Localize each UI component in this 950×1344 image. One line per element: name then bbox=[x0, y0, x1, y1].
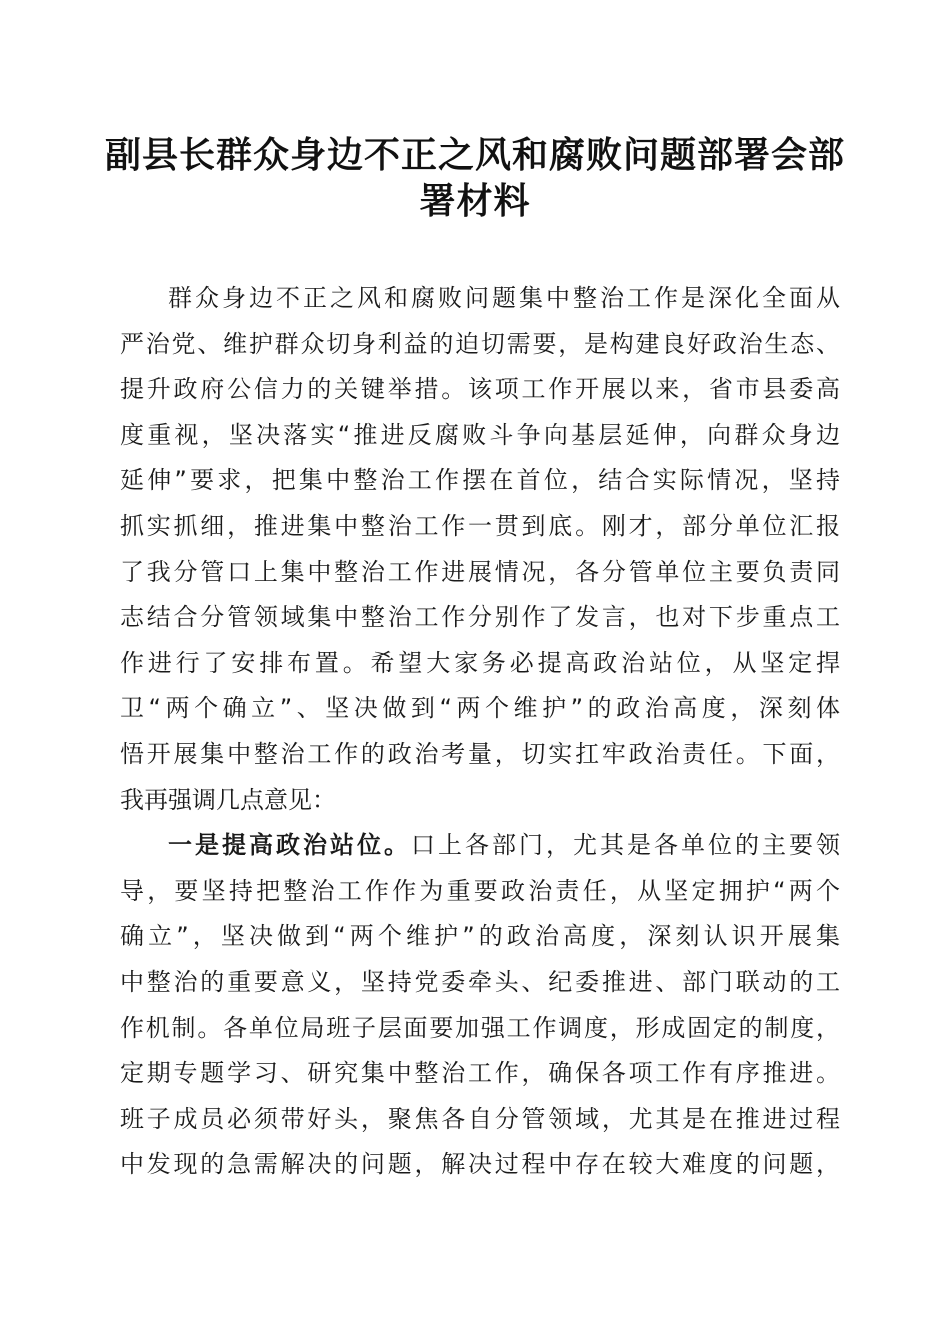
section-heading: 一是提高政治站位。 bbox=[168, 831, 411, 860]
document-title bbox=[100, 132, 850, 224]
text-line: 班子成员必须带好头，聚焦各自分管领域，尤其是在推进过程 bbox=[120, 1104, 840, 1133]
text-line: 抓实抓细，推进集中整治工作一贯到底。刚才，部分单位汇报 bbox=[120, 511, 840, 540]
text-line: 提升政府公信力的关键举措。该项工作开展以来，省市县委高 bbox=[120, 375, 840, 404]
text-line: 作进行了安排布置。希望大家务必提高政治站位，从坚定捍 bbox=[120, 648, 840, 677]
text-line bbox=[120, 823, 840, 869]
text-line: 严治党、维护群众切身利益的迫切需要，是构建良好政治生态、 bbox=[120, 329, 840, 358]
text-line: 中整治的重要意义，坚持党委牵头、纪委推进、部门联动的工 bbox=[120, 967, 840, 996]
text-line: 作机制。各单位局班子层面要加强工作调度，形成固定的制度， bbox=[120, 1013, 840, 1042]
text-line: 志结合分管领域集中整治工作分别作了发言，也对下步重点工 bbox=[120, 603, 840, 632]
text-line: 我再强调几点意见： bbox=[120, 785, 336, 814]
text-line: 确立”，坚决做到“两个维护”的政治高度，深刻认识开展集 bbox=[120, 922, 840, 951]
text-line: 群众身边不正之风和腐败问题集中整治工作是深化全面从 bbox=[168, 284, 840, 312]
text-line: 延伸”要求，把集中整治工作摆在首位，结合实际情况，坚持 bbox=[120, 466, 840, 495]
text-line: 导，要坚持把整治工作作为重要政治责任，从坚定拥护“两个 bbox=[120, 876, 840, 905]
paragraph-point-one bbox=[120, 823, 840, 1188]
text-line: 悟开展集中整治工作的政治考量，切实扛牢政治责任。下面， bbox=[120, 739, 840, 768]
text-line: 度重视，坚决落实“推进反腐败斗争向基层延伸，向群众身边 bbox=[120, 420, 840, 449]
document-body bbox=[120, 276, 840, 1188]
paragraph-intro bbox=[120, 276, 840, 823]
text-line: 卫“两个确立”、坚决做到“两个维护”的政治高度，深刻体 bbox=[120, 694, 840, 723]
title-line: 署材料 bbox=[419, 180, 531, 222]
text-line: 中发现的急需解决的问题，解决过程中存在较大难度的问题， bbox=[120, 1150, 840, 1179]
text-line: 了我分管口上集中整治工作进展情况，各分管单位主要负责同 bbox=[120, 557, 840, 586]
text-line: 定期专题学习、研究集中整治工作，确保各项工作有序推进。 bbox=[120, 1059, 840, 1088]
text-line-rest: 口上各部门，尤其是各单位的主要领 bbox=[411, 831, 840, 860]
title-line: 副县长群众身边不正之风和腐败问题部署会部 bbox=[104, 134, 845, 176]
